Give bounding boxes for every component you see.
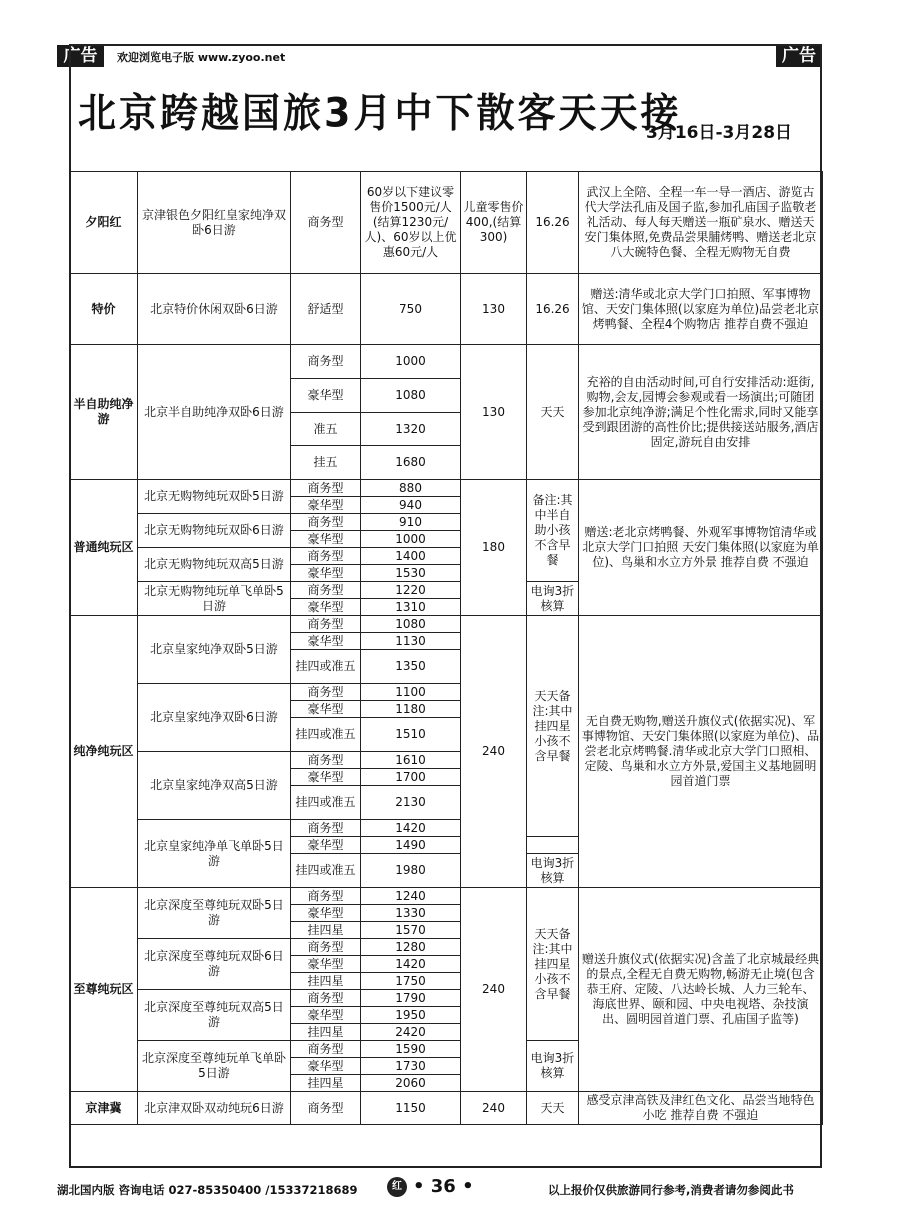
type-cell: 舒适型 (291, 274, 361, 345)
price-cell: 1420 (361, 956, 461, 973)
price-cell: 1530 (361, 565, 461, 582)
type-cell: 商务型 (291, 684, 361, 701)
price-cell: 1330 (361, 905, 461, 922)
type-cell: 商务型 (291, 1041, 361, 1058)
price-cell: 1790 (361, 990, 461, 1007)
type-cell: 商务型 (291, 820, 361, 837)
price-cell: 940 (361, 497, 461, 514)
price-cell: 2130 (361, 786, 461, 820)
price-cell: 1350 (361, 650, 461, 684)
route-cell: 北京皇家纯净双卧6日游 (138, 684, 291, 752)
price-cell: 1700 (361, 769, 461, 786)
description-cell: 赠送升旗仪式(依据实况)含盖了北京城最经典的景点,全程无自费无购物,畅游无止境(包含恭王府、定陵、八达岭长城、人力三轮车、海底世界、颐和园、中央电视塔、杂技演出、圆明园首道门票、孔庙国子监等) (579, 888, 823, 1092)
note-cell: 电询3折核算 (527, 1041, 579, 1092)
type-cell: 商务型 (291, 345, 361, 379)
note-cell: 备注:其中半自助小孩不含早餐 (527, 480, 579, 582)
type-cell: 挂四星 (291, 973, 361, 990)
type-cell: 商务型 (291, 752, 361, 769)
type-cell: 商务型 (291, 990, 361, 1007)
type-cell: 商务型 (291, 939, 361, 956)
category-cell: 京津冀 (70, 1092, 138, 1125)
type-cell: 豪华型 (291, 565, 361, 582)
type-cell: 挂四或准五 (291, 786, 361, 820)
type-cell: 豪华型 (291, 531, 361, 548)
type-cell: 商务型 (291, 582, 361, 599)
price-cell: 750 (361, 274, 461, 345)
route-cell: 北京半自助纯净双卧6日游 (138, 345, 291, 480)
price-cell: 880 (361, 480, 461, 497)
category-cell: 纯净纯玩区 (70, 616, 138, 888)
date-cell: 16.26 (527, 172, 579, 274)
type-cell: 豪华型 (291, 1058, 361, 1075)
route-cell: 京津银色夕阳红皇家纯净双卧6日游 (138, 172, 291, 274)
type-cell: 豪华型 (291, 1007, 361, 1024)
type-cell: 豪华型 (291, 497, 361, 514)
price-cell: 1490 (361, 837, 461, 854)
table-row (70, 1092, 823, 1125)
price-cell: 1420 (361, 820, 461, 837)
price-cell: 1570 (361, 922, 461, 939)
price-cell: 60岁以下建议零售价1500元/人(结算1230元/人)、60岁以上优惠60元/人 (361, 172, 461, 274)
description-cell: 赠送:老北京烤鸭餐、外观军事博物馆清华或北京大学门口拍照 天安门集体照(以家庭为单位)、鸟巢和水立方外景 推荐自费 不强迫 (579, 480, 823, 616)
description-cell: 武汉上全陪、全程一车一导一酒店、游览古代大学法孔庙及国子监,参加孔庙国子监敬老礼活动、每人每天赠送一瓶矿泉水、赠送天安门集体照,免费品尝果脯烤鸭、赠送老北京八大碗特色餐、全程无购物无自费 (579, 172, 823, 274)
note-cell: 天天备注:其中挂四星小孩不含早餐 (527, 616, 579, 837)
price-cell: 1000 (361, 531, 461, 548)
route-cell: 北京无购物纯玩单飞单卧5日游 (138, 582, 291, 616)
route-cell: 北京无购物纯玩双卧6日游 (138, 514, 291, 548)
category-cell: 夕阳红 (70, 172, 138, 274)
type-cell: 挂四或准五 (291, 650, 361, 684)
type-cell: 挂四星 (291, 1075, 361, 1092)
route-cell: 北京深度至尊纯玩双高5日游 (138, 990, 291, 1041)
type-cell: 豪华型 (291, 379, 361, 413)
price-cell: 1150 (361, 1092, 461, 1125)
route-cell: 北京皇家纯净单飞单卧5日游 (138, 820, 291, 888)
route-cell: 北京皇家纯净双高5日游 (138, 752, 291, 820)
price-cell: 1400 (361, 548, 461, 565)
route-cell: 北京深度至尊纯玩双卧5日游 (138, 888, 291, 939)
type-cell: 豪华型 (291, 599, 361, 616)
type-cell: 商务型 (291, 888, 361, 905)
price-cell: 1080 (361, 616, 461, 633)
price-cell: 1950 (361, 1007, 461, 1024)
price-cell: 1310 (361, 599, 461, 616)
type-cell: 豪华型 (291, 633, 361, 650)
route-cell: 北京特价休闲双卧6日游 (138, 274, 291, 345)
table-row (70, 480, 823, 497)
note-cell: 天天备注:其中挂四星小孩不含早餐 (527, 888, 579, 1041)
type-cell: 挂五 (291, 446, 361, 480)
child-price-cell: 240 (461, 888, 527, 1092)
category-cell: 至尊纯玩区 (70, 888, 138, 1092)
price-cell: 1750 (361, 973, 461, 990)
description-cell: 赠送:清华或北京大学门口拍照、军事博物馆、天安门集体照(以家庭为单位)品尝老北京烤鸭餐、全程4个购物店 推荐自费不强迫 (579, 274, 823, 345)
description-cell: 充裕的自由活动时间,可自行安排活动:逛街,购物,会友,园博会参观或看一场演出;可随团参加北京纯净游;满足个性化需求,同时又能享受到跟团游的高性价比;提供接送站服务,酒店固定,游玩自由安排 (579, 345, 823, 480)
price-cell: 1220 (361, 582, 461, 599)
price-cell: 1590 (361, 1041, 461, 1058)
page-number (387, 1176, 474, 1197)
type-cell: 商务型 (291, 1092, 361, 1125)
child-price-cell: 240 (461, 1092, 527, 1125)
type-cell: 准五 (291, 413, 361, 446)
route-cell: 北京无购物纯玩双高5日游 (138, 548, 291, 582)
page-title: 北京跨越国旅3月中下散客天天接 (78, 89, 682, 137)
price-cell: 1980 (361, 854, 461, 888)
child-price-cell: 130 (461, 345, 527, 480)
child-price-cell: 儿童零售价400,(结算300) (461, 172, 527, 274)
type-cell: 挂四或准五 (291, 718, 361, 752)
welcome-text: 欢迎浏览电子版 www.zyoo.net (117, 51, 286, 64)
price-cell: 1320 (361, 413, 461, 446)
route-cell: 北京深度至尊纯玩双卧6日游 (138, 939, 291, 990)
type-cell: 挂四或准五 (291, 854, 361, 888)
price-cell: 1000 (361, 345, 461, 379)
route-cell: 北京皇家纯净双卧5日游 (138, 616, 291, 684)
category-cell: 特价 (70, 274, 138, 345)
ad-tag-left: 广告 (57, 45, 104, 67)
child-price-cell: 180 (461, 480, 527, 616)
table-row (70, 274, 823, 345)
table-row (70, 616, 823, 633)
page-number-text: • 36 • (413, 1176, 474, 1197)
type-cell: 豪华型 (291, 701, 361, 718)
note-cell: 电询3折核算 (527, 854, 579, 888)
price-cell: 1080 (361, 379, 461, 413)
type-cell: 商务型 (291, 480, 361, 497)
price-table (69, 171, 823, 1125)
table-row (70, 345, 823, 379)
footer-contact: 湖北国内版 咨询电话 027-85350400 /15337218689 (57, 1183, 358, 1197)
price-cell: 1130 (361, 633, 461, 650)
price-cell: 1510 (361, 718, 461, 752)
price-cell: 1100 (361, 684, 461, 701)
category-cell: 半自助纯净游 (70, 345, 138, 480)
type-cell: 商务型 (291, 616, 361, 633)
price-cell: 2420 (361, 1024, 461, 1041)
route-cell: 北京深度至尊纯玩单飞单卧5日游 (138, 1041, 291, 1092)
ad-tag-right: 广告 (776, 45, 822, 67)
price-cell: 910 (361, 514, 461, 531)
type-cell: 挂四星 (291, 922, 361, 939)
type-cell: 豪华型 (291, 905, 361, 922)
table-row (70, 888, 823, 905)
type-cell: 挂四星 (291, 1024, 361, 1041)
date-cell: 16.26 (527, 274, 579, 345)
type-cell: 商务型 (291, 548, 361, 565)
child-price-cell: 240 (461, 616, 527, 888)
price-cell: 1240 (361, 888, 461, 905)
date-cell: 天天 (527, 345, 579, 480)
type-cell: 豪华型 (291, 956, 361, 973)
child-price-cell: 130 (461, 274, 527, 345)
date-cell: 天天 (527, 1092, 579, 1125)
description-cell: 无自费无购物,赠送升旗仪式(依据实况)、军事博物馆、天安门集体照(以家庭为单位)、品尝老北京烤鸭餐.清华或北京大学门口照相、定陵、鸟巢和水立方外景,爱国主义基地圆明园首道门票 (579, 616, 823, 888)
logo-icon: 红 (387, 1177, 407, 1197)
type-cell: 商务型 (291, 172, 361, 274)
price-cell: 1180 (361, 701, 461, 718)
price-cell: 2060 (361, 1075, 461, 1092)
price-cell: 1680 (361, 446, 461, 480)
type-cell: 豪华型 (291, 837, 361, 854)
type-cell: 商务型 (291, 514, 361, 531)
table-row (70, 172, 823, 274)
note-cell: 电询3折核算 (527, 582, 579, 616)
price-cell: 1730 (361, 1058, 461, 1075)
date-range: 3月16日-3月28日 (646, 123, 793, 143)
category-cell: 普通纯玩区 (70, 480, 138, 616)
price-cell: 1280 (361, 939, 461, 956)
type-cell: 豪华型 (291, 769, 361, 786)
footer-disclaimer: 以上报价仅供旅游同行参考,消费者请勿参阅此书 (548, 1183, 794, 1197)
description-cell: 感受京津高铁及津红色文化、品尝当地特色小吃 推荐自费 不强迫 (579, 1092, 823, 1125)
price-cell: 1610 (361, 752, 461, 769)
route-cell: 北京无购物纯玩双卧5日游 (138, 480, 291, 514)
route-cell: 北京津双卧双动纯玩6日游 (138, 1092, 291, 1125)
